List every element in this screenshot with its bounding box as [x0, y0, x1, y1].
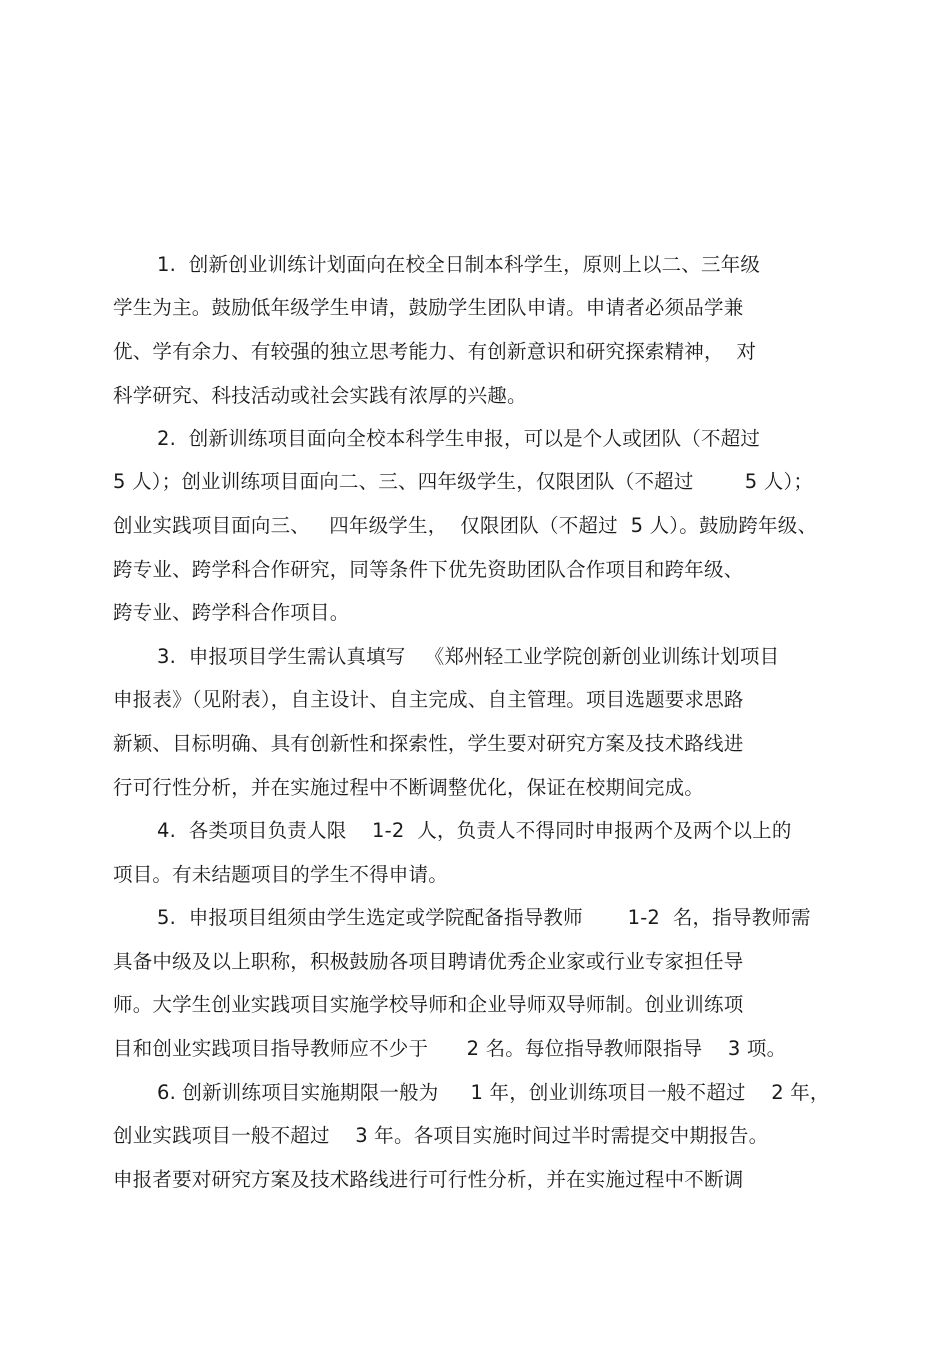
paragraph-5-line-1: 5. 申报项目组须由学生选定或学院配备指导教师 1-2 名，指导教师需 [157, 906, 811, 929]
paragraph-1-line-2: 学生为主。鼓励低年级学生申请，鼓励学生团队申请。申请者必须品学兼 [113, 296, 744, 319]
paragraph-5-line-2: 具备中级及以上职称，积极鼓励各项目聘请优秀企业家或行业专家担任导 [113, 950, 744, 973]
paragraph-1-line-3: 优、学有余力、有较强的独立思考能力、有创新意识和研究探索精神， 对 [113, 340, 757, 363]
paragraph-2-line-5: 跨专业、跨学科合作项目。 [113, 601, 350, 624]
paragraph-4-line-2: 项目。有未结题项目的学生不得申请。 [113, 863, 448, 886]
paragraph-6-line-1: 6. 创新训练项目实施期限一般为 1 年，创业训练项目一般不超过 2 年， [157, 1081, 830, 1104]
paragraph-1-line-4: 科学研究、科技活动或社会实践有浓厚的兴趣。 [113, 384, 527, 407]
paragraph-3-line-1: 3. 申报项目学生需认真填写 《郑州轻工业学院创新创业训练计划项目 [157, 645, 780, 668]
paragraph-2-line-4: 跨专业、跨学科合作研究，同等条件下优先资助团队合作项目和跨年级、 [113, 558, 744, 581]
paragraph-6-line-2: 创业实践项目一般不超过 3 年。各项目实施时间过半时需提交中期报告。 [113, 1124, 769, 1147]
paragraph-3-line-4: 行可行性分析，并在实施过程中不断调整优化，保证在校期间完成。 [113, 776, 705, 799]
paragraph-3-line-3: 新颖、目标明确、具有创新性和探索性，学生要对研究方案及技术路线进 [113, 732, 744, 755]
paragraph-2-line-3: 创业实践项目面向三、 四年级学生， 仅限团队（不超过 5 人）。鼓励跨年级、 [113, 514, 818, 537]
paragraph-2-line-2: 5 人）；创业训练项目面向二、三、四年级学生，仅限团队（不超过 5 人）； [113, 470, 814, 493]
paragraph-4-line-1: 4. 各类项目负责人限 1-2 人，负责人不得同时申报两个及两个以上的 [157, 819, 792, 842]
paragraph-5-line-4: 目和创业实践项目指导教师应不少于 2 名。每位指导教师限指导 3 项。 [113, 1037, 787, 1060]
paragraph-1-line-1: 1. 创新创业训练计划面向在校全日制本科学生，原则上以二、三年级 [157, 253, 761, 276]
paragraph-6-line-3: 申报者要对研究方案及技术路线进行可行性分析，并在实施过程中不断调 [113, 1168, 744, 1191]
paragraph-5-line-3: 师。大学生创业实践项目实施学校导师和企业导师双导师制。创业训练项 [113, 993, 744, 1016]
paragraph-3-line-2: 申报表》（见附表），自主设计、自主完成、自主管理。项目选题要求思路 [113, 688, 744, 711]
paragraph-2-line-1: 2. 创新训练项目面向全校本科学生申报，可以是个人或团队（不超过 [157, 427, 761, 450]
